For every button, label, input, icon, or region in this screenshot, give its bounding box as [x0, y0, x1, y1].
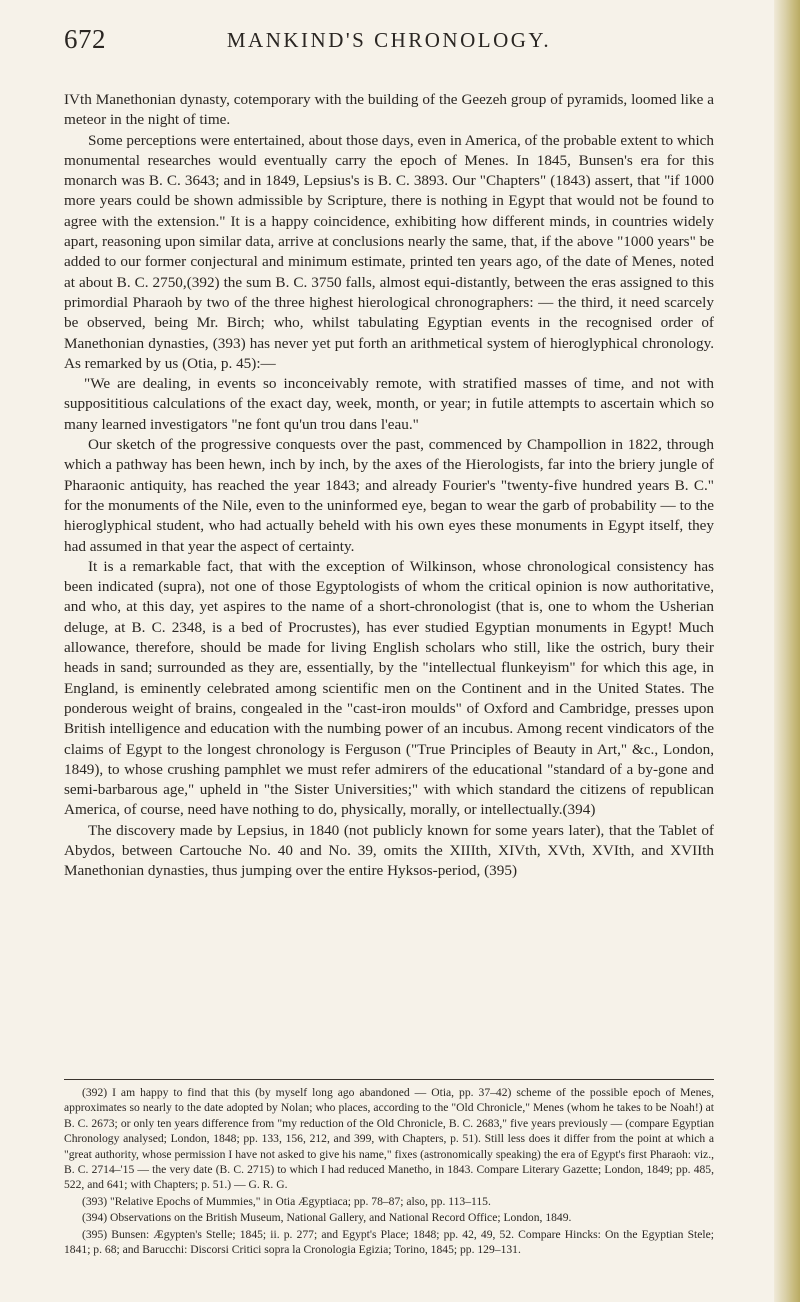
paragraph: Some perceptions were entertained, about those days, even in America, of the probable extent to which monumental researches would eventually carry the epoch of Menes. In 1845, Bunsen's era for this monarch was B. C. 3643; and in 1849, Lepsius's is B. C. 3893. Our "Chapters" (1843) assert, that "if 1000 more years could be shown admissible by Scripture, there is nothing in Egypt that would not be found to agree with the extension." It is a happy coincidence, exhibiting how different minds, in countries widely apart, reasoning upon similar data, arrive at conclusions nearly the same, that, if the above "1000 years" be added to our former conjectural and minimum estimate, printed ten years ago, of the date of Menes, noted at about B. C. 2750,(392) the sum B. C. 3750 falls, almost equi-distantly, between the eras assigned to this primordial Pharaoh by two of the three highest hierological chronographers: — the third, it need scarcely be observed, being Mr. Birch; who, whilst tabulating Egyptian events in the recognised order of Manethonian dynasties, (393) has never yet put forth an arithmetical system of hieroglyphical chronology. As remarked by us (Otia, p. 45):— — [64, 131, 714, 372]
footnote-rule — [64, 1079, 714, 1080]
footnote: (395) Bunsen: Ægypten's Stelle; 1845; ii. p. 277; and Egypt's Place; 1848; pp. 42, 49, 52. Compare Hincks: On the Egyptian Stele; 1841; p. 68; and Barucchi: Discorsi Critici sopra la Cronologia Egizia; Torino, 1845; pp. 129–131. — [64, 1227, 714, 1257]
paragraph: Our sketch of the progressive conquests over the past, commenced by Champollion in 1822, through which a pathway has been hewn, inch by inch, by the axes of the Hierologists, far into the briery jungle of Pharaonic antiquity, has reached the year 1843; and already Fourier's "twenty-five hundred years B. C." for the monuments of the Nile, even to the uninformed eye, began to wear the garb of probability — to the hieroglyphical student, who had actually beheld with his own eyes these monuments in Egypt itself, they had assumed in that year the aspect of certainty. — [64, 436, 714, 555]
footnotes — [64, 1085, 714, 1258]
page-edge-shadow — [774, 0, 800, 1302]
footnote: (394) Observations on the British Museum, National Gallery, and National Record Office; London, 1849. — [82, 1211, 572, 1225]
block-quote: "We are dealing, in events so inconceivably remote, with stratified masses of time, and not with supposititious calculations of the exact day, week, month, or year; in futile attempts to ascertain which so many learned investigators "ne font qu'un trou dans l'eau." — [64, 375, 714, 433]
paragraph: It is a remarkable fact, that with the exception of Wilkinson, whose chronological consistency has been indicated (supra), not one of those Egyptologists of whom the critical opinion is now authoritative, and who, at this day, yet aspires to the name of a short-chronologist (that is, one to whom the Usherian deluge, at B. C. 2348, is a bed of Procrustes), has ever studied Egyptian monuments in Egypt! Much allowance, therefore, should be made for living English scholars who still, like the ostrich, bury their heads in sand; surrounded as they are, essentially, by the "intellectual flunkeyism" for which this age, in England, is eminently celebrated among scientific men on the Continent and in the United States. The ponderous weight of brains, congealed in the "cast-iron moulds" of Oxford and Cambridge, presses upon British intelligence and education with the numbing power of an incubus. Among recent vindicators of the claims of Egypt to the longest chronology is Ferguson ("True Principles of Beauty in Art," &c., London, 1849), to whose crushing pamphlet we must refer admirers of the educational "standard of a by-gone and semi-barbarous age," upheld in "the Sister Universities;" with which standard the citizens of republican America, of course, need have nothing to do, physically, morally, or intellectually.(394) — [64, 557, 714, 819]
body-text — [64, 90, 714, 882]
paragraph: IVth Manethonian dynasty, cotemporary with the building of the Geezeh group of pyramids, loomed like a meteor in the night of time. — [64, 91, 714, 129]
page-number: 672 — [64, 24, 106, 54]
page-header — [64, 24, 714, 64]
running-head: MANKIND'S CHRONOLOGY. — [226, 28, 552, 52]
footnote: (392) I am happy to find that this (by myself long ago abandoned — Otia, pp. 37–42) scheme of the possible epoch of Menes, approximates so nearly to the date adopted by Nolan; who places, according to the "Old Chronicle," Menes (whom he takes to be Noah!) at B. C. 2673; or only ten years difference from "my reduction of the Old Chronicle, B. C. 2683," five years previously — (compare Egyptian Chronology analysed; London, 1848; pp. 133, 156, 212, and 399, with Chapters, p. 51). Still less does it differ from the point at which a "great authority, whose permission I have not asked to give his name," fixes (astronomically speaking) the era of Egypt's first Pharaoh: viz., B. C. 2714–'15 — the very date (B. C. 2715) to which I had reduced Manetho, in 1843. Compare Literary Gazette; London, 1849; pp. 485, 522, and 641; with Chapters; p. 51.) — G. R. G. — [64, 1086, 714, 1192]
footnote: (393) "Relative Epochs of Mummies," in Otia Ægyptiaca; pp. 78–87; also, pp. 113–115. — [82, 1194, 491, 1208]
paragraph: The discovery made by Lepsius, in 1840 (not publicly known for some years later), that the Tablet of Abydos, between Cartouche No. 40 and No. 39, omits the XIIIth, XIVth, XVth, XVIth, and XVIIth Manethonian dynasties, thus jumping over the entire Hyksos-period, (395) — [64, 821, 714, 880]
